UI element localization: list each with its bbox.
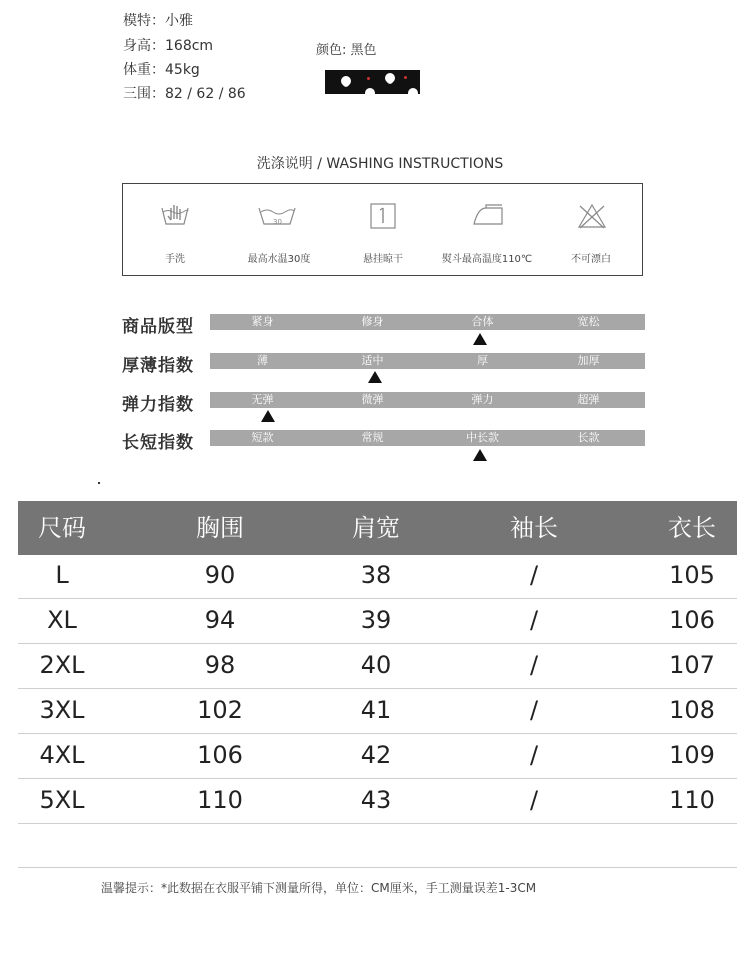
cell-sleeve: / [529,741,539,769]
wash-label: 不可漂白 [571,254,611,265]
index-option: 短款 [251,431,274,444]
cell-length: 108 [669,696,715,724]
cell-size: L [55,561,69,589]
cell-sleeve: / [529,786,539,814]
index-option: 合体 [471,315,494,328]
measurement-tip: 温馨提示：*此数据在衣服平铺下测量所得，单位：CM厘米，手工测量误差1-3CM [101,881,537,895]
index-option: 无弹 [251,393,274,406]
hang-dry-icon [368,202,398,230]
cell-shoulder: 43 [360,786,392,814]
index-bar [210,392,645,408]
index-option: 超弹 [577,393,600,406]
heart-pattern-icon [406,86,420,94]
cell-sleeve: / [529,561,539,589]
table-row [18,688,737,734]
washing-instructions-box [122,183,643,276]
table-row [18,733,737,779]
index-option: 紧身 [251,315,274,328]
heart-pattern-icon [383,71,397,85]
wash-item-hang-dry [331,184,435,277]
model-weight: 体重：45kg [123,62,200,78]
table-row [18,553,737,599]
cell-length: 107 [669,651,715,679]
index-option: 厚 [477,354,488,367]
no-bleach-icon [576,202,608,230]
wash-label: 最高水温30度 [247,254,311,265]
index-option: 薄 [257,354,268,367]
index-title: 长短指数 [122,433,194,453]
iron-icon [472,202,504,228]
hand-wash-icon [160,202,190,228]
cell-size: 5XL [39,786,85,814]
cell-shoulder: 38 [360,561,392,589]
wash-temp-badge: 30 [273,218,282,226]
cell-shoulder: 39 [360,606,392,634]
wash-label: 悬挂晾干 [363,254,403,265]
cell-sleeve: / [529,696,539,724]
cell-shoulder: 42 [360,741,392,769]
index-bar [210,353,645,369]
index-bar [210,430,645,446]
heart-pattern-icon [363,86,377,94]
size-table-header [18,501,737,555]
cell-length: 109 [669,741,715,769]
cell-chest: 90 [204,561,236,589]
wash-item-hand-wash [123,184,227,277]
index-row-length [122,428,652,468]
header-shoulder: 肩宽 [352,514,400,542]
cell-chest: 110 [197,786,243,814]
wash-item-no-bleach [539,184,643,277]
index-option: 加厚 [577,354,600,367]
color-swatch[interactable] [325,70,420,94]
selected-indicator-icon [261,410,275,422]
index-option: 常规 [361,431,384,444]
header-sleeve: 袖长 [510,514,558,542]
wash-item-30 [227,184,331,277]
cell-sleeve: / [529,651,539,679]
selected-indicator-icon [473,333,487,345]
model-height: 身高：168cm [123,38,214,54]
selected-indicator-icon [473,449,487,461]
washing-title: 洗涤说明 / WASHING INSTRUCTIONS [256,156,504,172]
cell-size: XL [47,606,77,634]
model-measurements: 三围：82 / 62 / 86 [123,86,246,102]
index-option: 修身 [361,315,384,328]
selected-indicator-icon [368,371,382,383]
cell-sleeve: / [529,606,539,634]
color-label: 颜色: 黑色 [316,43,377,58]
index-row-thickness [122,351,652,391]
cell-length: 105 [669,561,715,589]
table-row [18,778,737,824]
pattern-dot [367,77,370,80]
cell-size: 2XL [39,651,85,679]
cell-chest: 98 [204,651,236,679]
model-name: 模特：小雅 [123,13,193,29]
index-option: 适中 [361,354,384,367]
cell-length: 110 [669,786,715,814]
cell-chest: 94 [204,606,236,634]
table-row [18,643,737,689]
index-title: 商品版型 [122,317,194,337]
divider [18,867,737,868]
cell-chest: 102 [197,696,243,724]
wash-label: 熨斗最高温度110℃ [441,254,533,265]
index-bar [210,314,645,330]
cell-size: 3XL [39,696,85,724]
cell-chest: 106 [197,741,243,769]
cell-shoulder: 40 [360,651,392,679]
wash-label: 手洗 [165,254,185,265]
index-row-elasticity [122,390,652,430]
heart-pattern-icon [339,74,353,88]
header-chest: 胸围 [196,514,244,542]
cell-size: 4XL [39,741,85,769]
stray-dot [98,482,100,484]
index-title: 弹力指数 [122,395,194,415]
index-option: 中长款 [466,431,499,444]
pattern-dot [404,76,407,79]
index-option: 微弹 [361,393,384,406]
index-title: 厚薄指数 [122,356,194,376]
header-length: 衣长 [668,514,716,542]
index-option: 弹力 [471,393,494,406]
cell-length: 106 [669,606,715,634]
index-row-fit [122,312,652,352]
table-row [18,598,737,644]
index-option: 宽松 [577,315,600,328]
header-size: 尺码 [38,514,86,542]
wash-item-iron [435,184,539,277]
cell-shoulder: 41 [360,696,392,724]
index-option: 长款 [577,431,600,444]
